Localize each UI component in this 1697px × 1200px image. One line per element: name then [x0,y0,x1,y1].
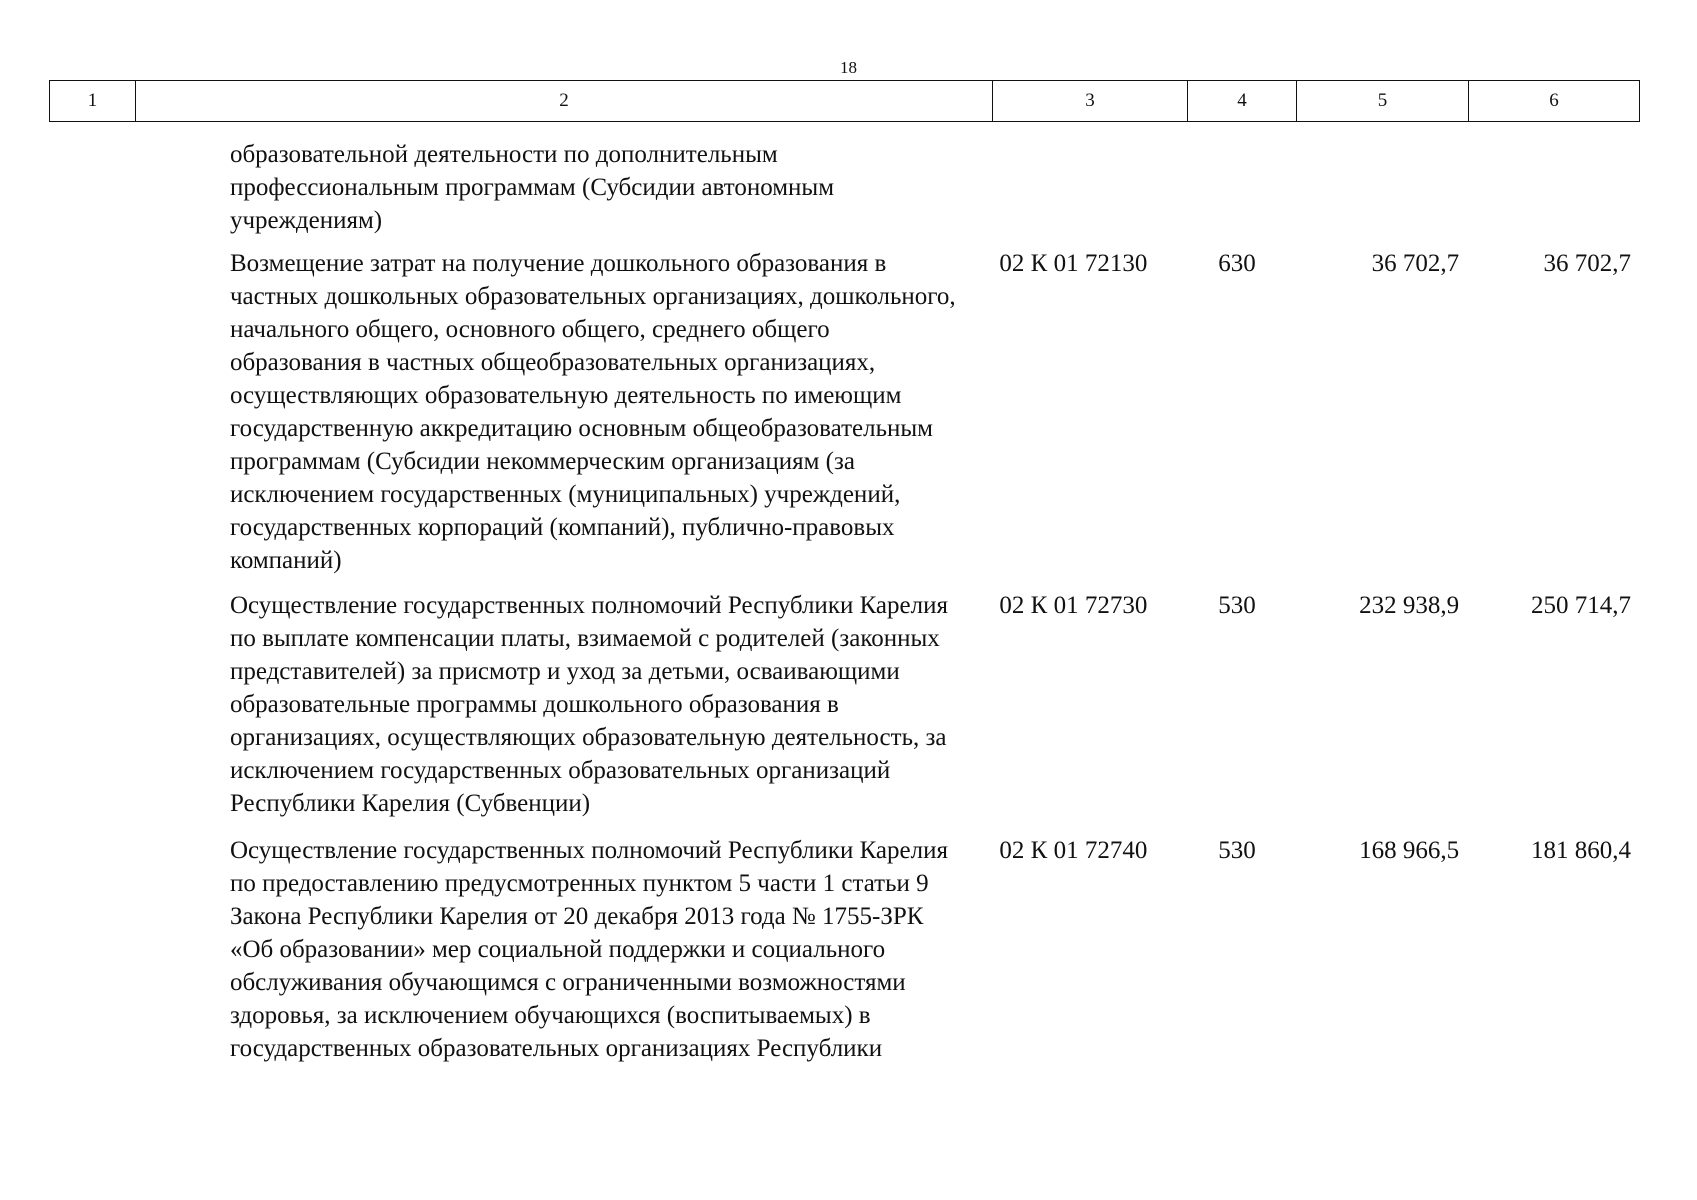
description-line: государственных образовательных организациях Республики [229,1035,883,1062]
description-line: «Об образовании» мер социальной поддержки и социального [229,936,886,963]
description-line: организациях, осуществляющих образовательную деятельность, за [229,724,947,751]
description-line: профессиональным программам (Субсидии автономным [229,174,835,201]
row-value-2: 36 702,7 [1543,250,1632,277]
description-line: государственных корпораций (компаний), публично-правовых [229,514,895,541]
row-type: 530 [1218,837,1256,864]
description-line: частных дошкольных образовательных организациях, дошкольного, [229,283,956,310]
description-line: Осуществление государственных полномочий Республики Карелия [229,592,948,619]
column-header: 4 [1188,81,1297,122]
description-line: исключением государственных образовательных организаций [229,757,891,784]
row-value-1: 36 702,7 [1371,250,1460,277]
description-line: начального общего, основного общего, среднего общего [229,316,830,343]
row-value-2 [1467,138,1639,247]
row-code: 02 К 01 72730 [999,592,1148,619]
column-header: 3 [993,81,1188,122]
column-header: 1 [50,81,136,122]
row-type: 630 [1218,250,1256,277]
row-description [135,247,991,589]
description-line: Возмещение затрат на получение дошкольного образования в [229,250,887,277]
table-row [49,589,1639,834]
row-value-1: 232 938,9 [1359,592,1460,619]
column-header: 2 [136,81,993,122]
row-value-2: 250 714,7 [1531,592,1632,619]
description-line: Осуществление государственных полномочий Республики Карелия [229,837,948,864]
page-number: 18 [840,58,857,77]
description-line: по предоставлению предусмотренных пунктом 5 части 1 статьи 9 [229,870,929,897]
row-code [991,138,1186,247]
row-description [135,138,991,247]
description-line: по выплате компенсации платы, взимаемой с родителей (законных [229,625,940,652]
column-header-row [50,81,1640,122]
row-value-1 [1295,138,1467,247]
description-line: программам (Субсидии некоммерческим организациям (за [229,448,855,475]
row-value-1: 168 966,5 [1359,837,1460,864]
description-line: образовательные программы дошкольного образования в [229,691,839,718]
row-type: 530 [1218,592,1256,619]
table-row [49,138,1639,247]
description-line: представителей) за присмотр и уход за детьми, осваивающими [229,658,900,685]
column-header: 6 [1469,81,1640,122]
description-line: учреждениям) [229,207,383,234]
description-line: Республики Карелия (Субвенции) [229,790,591,817]
description-line: здоровья, за исключением обучающихся (воспитываемых) в [229,1002,871,1029]
description-line: Закона Республики Карелия от 20 декабря 2013 года № 1755-ЗРК [229,903,924,930]
column-header-table [49,80,1640,122]
row-type [1186,138,1295,247]
description-line: государственную аккредитацию основным общеобразовательным [229,415,934,442]
description-line: образовательной деятельности по дополнительным [229,141,778,168]
row-code: 02 К 01 72130 [999,250,1148,277]
table-row [49,834,1639,1114]
column-header: 5 [1297,81,1469,122]
description-line: образования в частных общеобразовательных организациях, [229,349,876,376]
description-line: осуществляющих образовательную деятельность по имеющим [229,382,902,409]
row-value-2: 181 860,4 [1531,837,1632,864]
row-code: 02 К 01 72740 [999,837,1148,864]
description-line: компаний) [229,547,342,574]
row-description [135,589,991,834]
row-description [135,834,991,1114]
description-line: исключением государственных (муниципальных) учреждений, [229,481,901,508]
description-line: обслуживания обучающимся с ограниченными возможностями [229,969,906,996]
table-row [49,247,1639,589]
table-body [49,138,1639,1114]
